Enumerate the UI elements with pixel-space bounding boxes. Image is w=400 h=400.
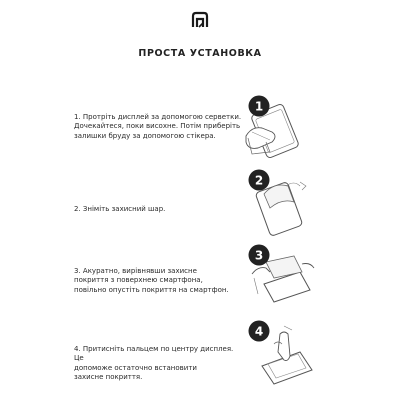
step-1-badge (248, 95, 270, 117)
step-2-instructions (74, 205, 242, 214)
step-1-number: 1 (254, 99, 264, 114)
step-4-number: 4 (254, 324, 264, 339)
armorstandart-logo-icon (190, 10, 210, 30)
step-1-line: залишки бруду за допомогою стікера. (74, 131, 216, 140)
step-3-badge (248, 244, 270, 266)
step-4-line: захисне покриття. (74, 373, 143, 382)
page-title: ПРОСТА УСТАНОВКА (138, 48, 262, 59)
step-3-line: повільно опустіть покриття на смартфон. (74, 285, 229, 294)
step-2-badge (248, 169, 270, 191)
step-3-instructions (74, 267, 242, 295)
step-4-badge (248, 320, 270, 342)
step-3-number: 3 (254, 248, 264, 263)
step-2-line: 2. Зніміть захисний шар. (74, 205, 166, 213)
step-4-line: допоможе остаточно встановити (74, 363, 197, 372)
step-1-line: 1. Протріть дисплей за допомогою серветки. (74, 113, 242, 121)
step-4-instructions (74, 345, 242, 383)
step-3-line: покриття з поверхнею смартфона, (74, 276, 203, 285)
step-1-instructions (74, 113, 242, 141)
step-1-line: Дочекайтеся, поки висохне. Потім приберіть (74, 122, 241, 131)
step-4-line: 4. Притисніть пальцем по центру дисплея. Це (74, 345, 234, 363)
step-2-number: 2 (254, 173, 264, 188)
step-3-line: 3. Акуратно, вирівнявши захисне (74, 267, 197, 275)
